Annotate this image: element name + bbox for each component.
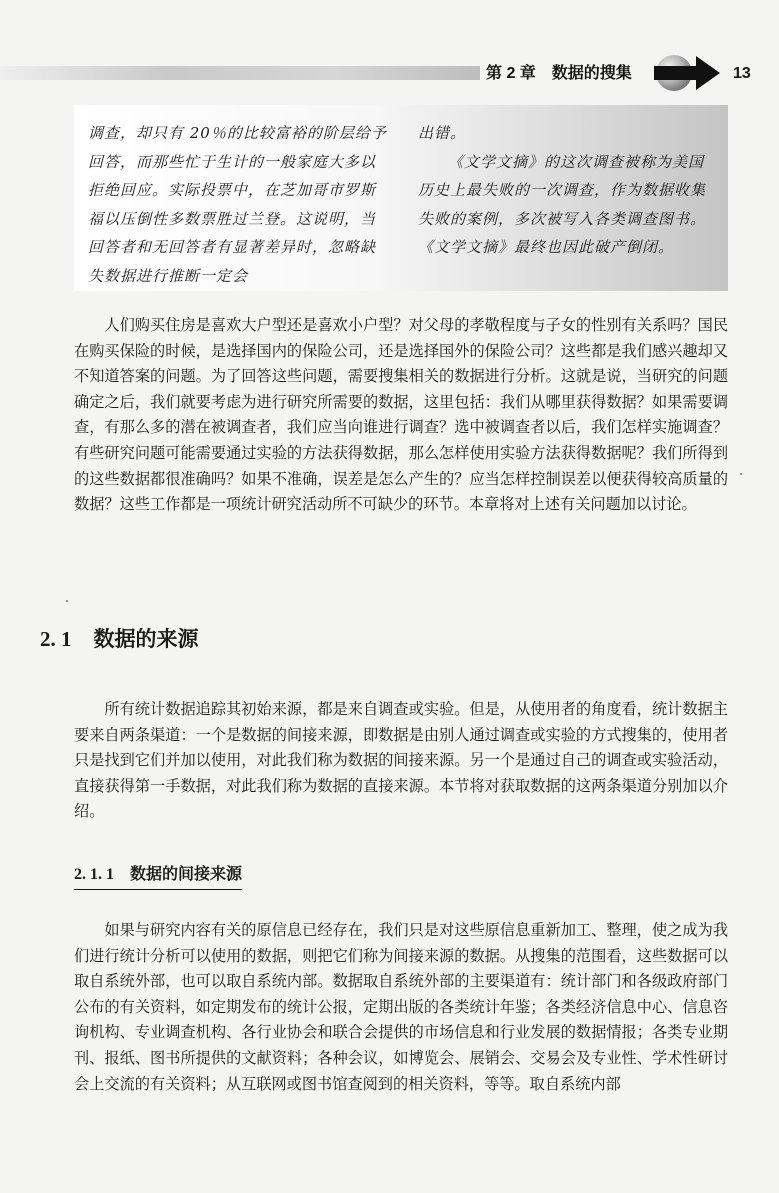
section-paragraph: 所有统计数据追踪其初始来源，都是来自调查或实验。但是，从使用者的角度看，统计数据主要来自两条渠道：一个是数据的间接来源，即数据是由别人通过调查或实验的方式搜集的，使用者只是找到它们并加以使用，对此我们称为数据的间接来源。另一个是通过自己的调查或实验活动，直接获得第一手数据，对此我们称为数据的直接来源。本节将对获取数据的这两条渠道分别加以介绍。 [74,700,728,821]
box-left-column [88,119,388,291]
right-arrow-icon [640,54,726,92]
page-number: 13 [733,65,751,82]
scan-speck [66,600,68,602]
box-right-paragraph-2: 《文学文摘》的这次调查被称为美国历史上最失败的一次调查，作为数据收集失败的案例，多次被写入各类调查图书。《文学文摘》最终也因此破产倒闭。 [418,152,707,257]
intro-paragraph: 人们购买住房是喜欢大户型还是喜欢小户型？对父母的孝敬程度与子女的性别有关系吗？国民在购买保险的时候，是选择国内的保险公司，还是选择国外的保险公司？这些都是我们感兴趣却又不知道答案的问题。为了回答这些问题，需要搜集相关的数据进行分析。这就是说，当研究的问题确定之后，我们就要考虑为进行研究所需要的数据，这里包括：我们从哪里获得数据？如果需要调查，有那么多的潜在被调查者，我们应当向谁进行调查？选中被调查者以后，我们怎样实施调查？有些研究问题可能需要通过实验的方法获得数据，那么怎样使用实验方法获得数据呢？我们所得到的这些数据都很准确吗？如果不准确，误差是怎么产生的？应当怎样控制误差以便获得较高质量的数据？这些工作都是一项统计研究活动所不可缺少的环节。本章将对上述有关问题加以讨论。 [74,316,728,514]
subsection-paragraph: 如果与研究内容有关的原信息已经存在，我们只是对这些原信息重新加工、整理，使之成为我们进行统计分析可以使用的数据，则把它们称为间接来源的数据。从搜集的范围看，这些数据可以取自系统外部，也可以取自系统内部。数据取自系统外部的主要渠道有：统计部门和各级政府部门公布的有关资料，如定期发布的统计公报，定期出版的各类统计年鉴；各类经济信息中心、信息咨询机构、专业调查机构、各行业协会和联合会提供的市场信息和行业发展的数据情报；各类专业期刊、报纸、图书所提供的文献资料；各种会议，如博览会、展销会、交易会及专业性、学术性研讨会上交流的有关资料；从互联网或图书馆查阅到的相关资料，等等。取自系统内部 [74,921,728,1093]
chapter-number: 第 2 章 [486,65,536,82]
subsection-title: 数据的间接来源 [130,866,243,883]
scan-speck [740,473,742,475]
running-header [0,54,779,92]
subsection-heading [74,862,242,890]
header-chapter [486,60,648,88]
box-left-paragraph: 调查，却只有 20％的比较富裕的阶层给予回答，而那些忙于生计的一般家庭大多以拒绝回应。实际投票中，在芝加哥市罗斯福以压倒性多数票胜过兰登。这说明，当回答者和无回答者有显著差异时，忽略缺失数据进行推断一定会 [88,124,387,285]
subsection-number: 2. 1. 1 [74,866,114,883]
box-right-column [418,119,718,262]
section-title: 数据的来源 [93,628,199,651]
section-heading [40,622,199,656]
intro-text [74,313,728,518]
header-stripe [0,66,480,80]
case-study-box [74,105,728,291]
chapter-title: 数据的搜集 [551,65,632,82]
box-right-paragraph-1: 出错。 [418,124,467,142]
section-number: 2. 1 [40,627,72,651]
section-text [74,697,728,825]
subsection-text [74,918,728,1097]
